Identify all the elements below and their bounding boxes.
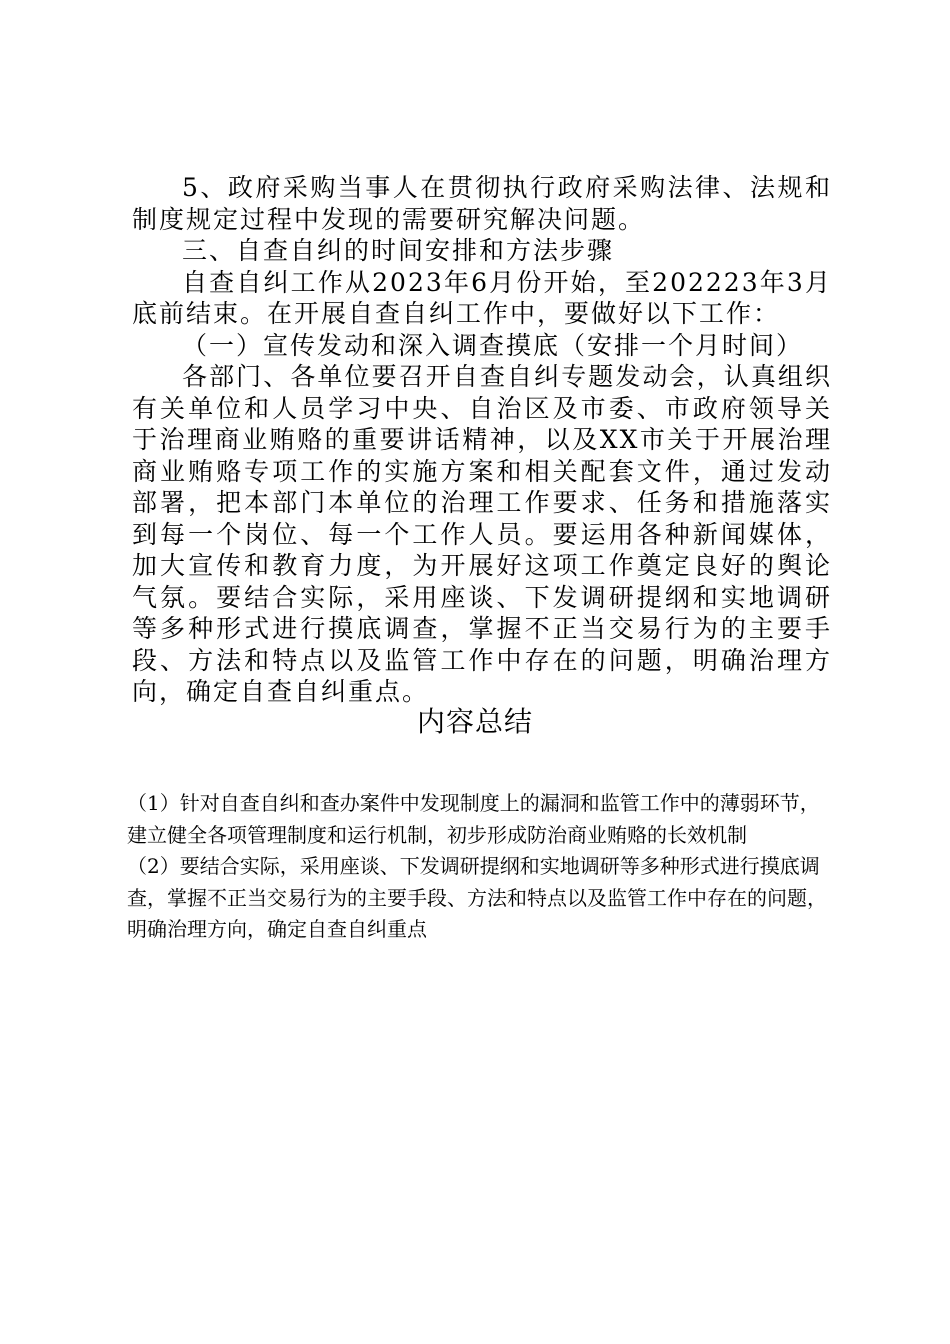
summary-item-2: （2）要结合实际，采用座谈、下发调研提纲和实地调研等多种形式进行摸底调查，掌握不正当交易行为的主要手段、方法和特点以及监管工作中存在的问题，明确治理方向，确定自查自纠重点	[127, 854, 827, 941]
document-body	[132, 172, 832, 708]
paragraph-item-5: 5、政府采购当事人在贯彻执行政府采购法律、法规和制度规定过程中发现的需要研究解决问题。	[132, 173, 832, 234]
subsection-heading-publicity: （一）宣传发动和深入调查摸底（安排一个月时间）	[182, 330, 804, 360]
section-heading-schedule: 三、自查自纠的时间安排和方法步骤	[182, 236, 615, 265]
paragraph-publicity: 各部门、各单位要召开自查自纠专题发动会，认真组织有关单位和人员学习中央、自治区及市委、市政府领导关于治理商业贿赂的重要讲话精神，以及XX市关于开展治理商业贿赂专项工作的实施方案和相关配套文件，通过发动部署，把本部门本单位的治理工作要求、任务和措施落实到每一个岗位、每一个工作人员。要运用各种新闻媒体，加大宣传和教育力度，为开展好这项工作奠定良好的舆论气氛。要结合实际，采用座谈、下发调研提纲和实地调研等多种形式进行摸底调查，掌握不正当交易行为的主要手段、方法和特点以及监管工作中存在的问题，明确治理方向，确定自查自纠重点。	[132, 362, 832, 706]
summary-item-1: （1）针对自查自纠和查办案件中发现制度上的漏洞和监管工作中的薄弱环节，建立健全各项管理制度和运行机制，初步形成防治商业贿赂的长效机制	[127, 791, 820, 847]
summary-section	[127, 788, 839, 946]
paragraph-timeframe: 自查自纠工作从2023年6月份开始，至202223年3月底前结束。在开展自查自纠工作中，要做好以下工作：	[132, 267, 832, 328]
summary-title: 内容总结	[416, 705, 533, 738]
